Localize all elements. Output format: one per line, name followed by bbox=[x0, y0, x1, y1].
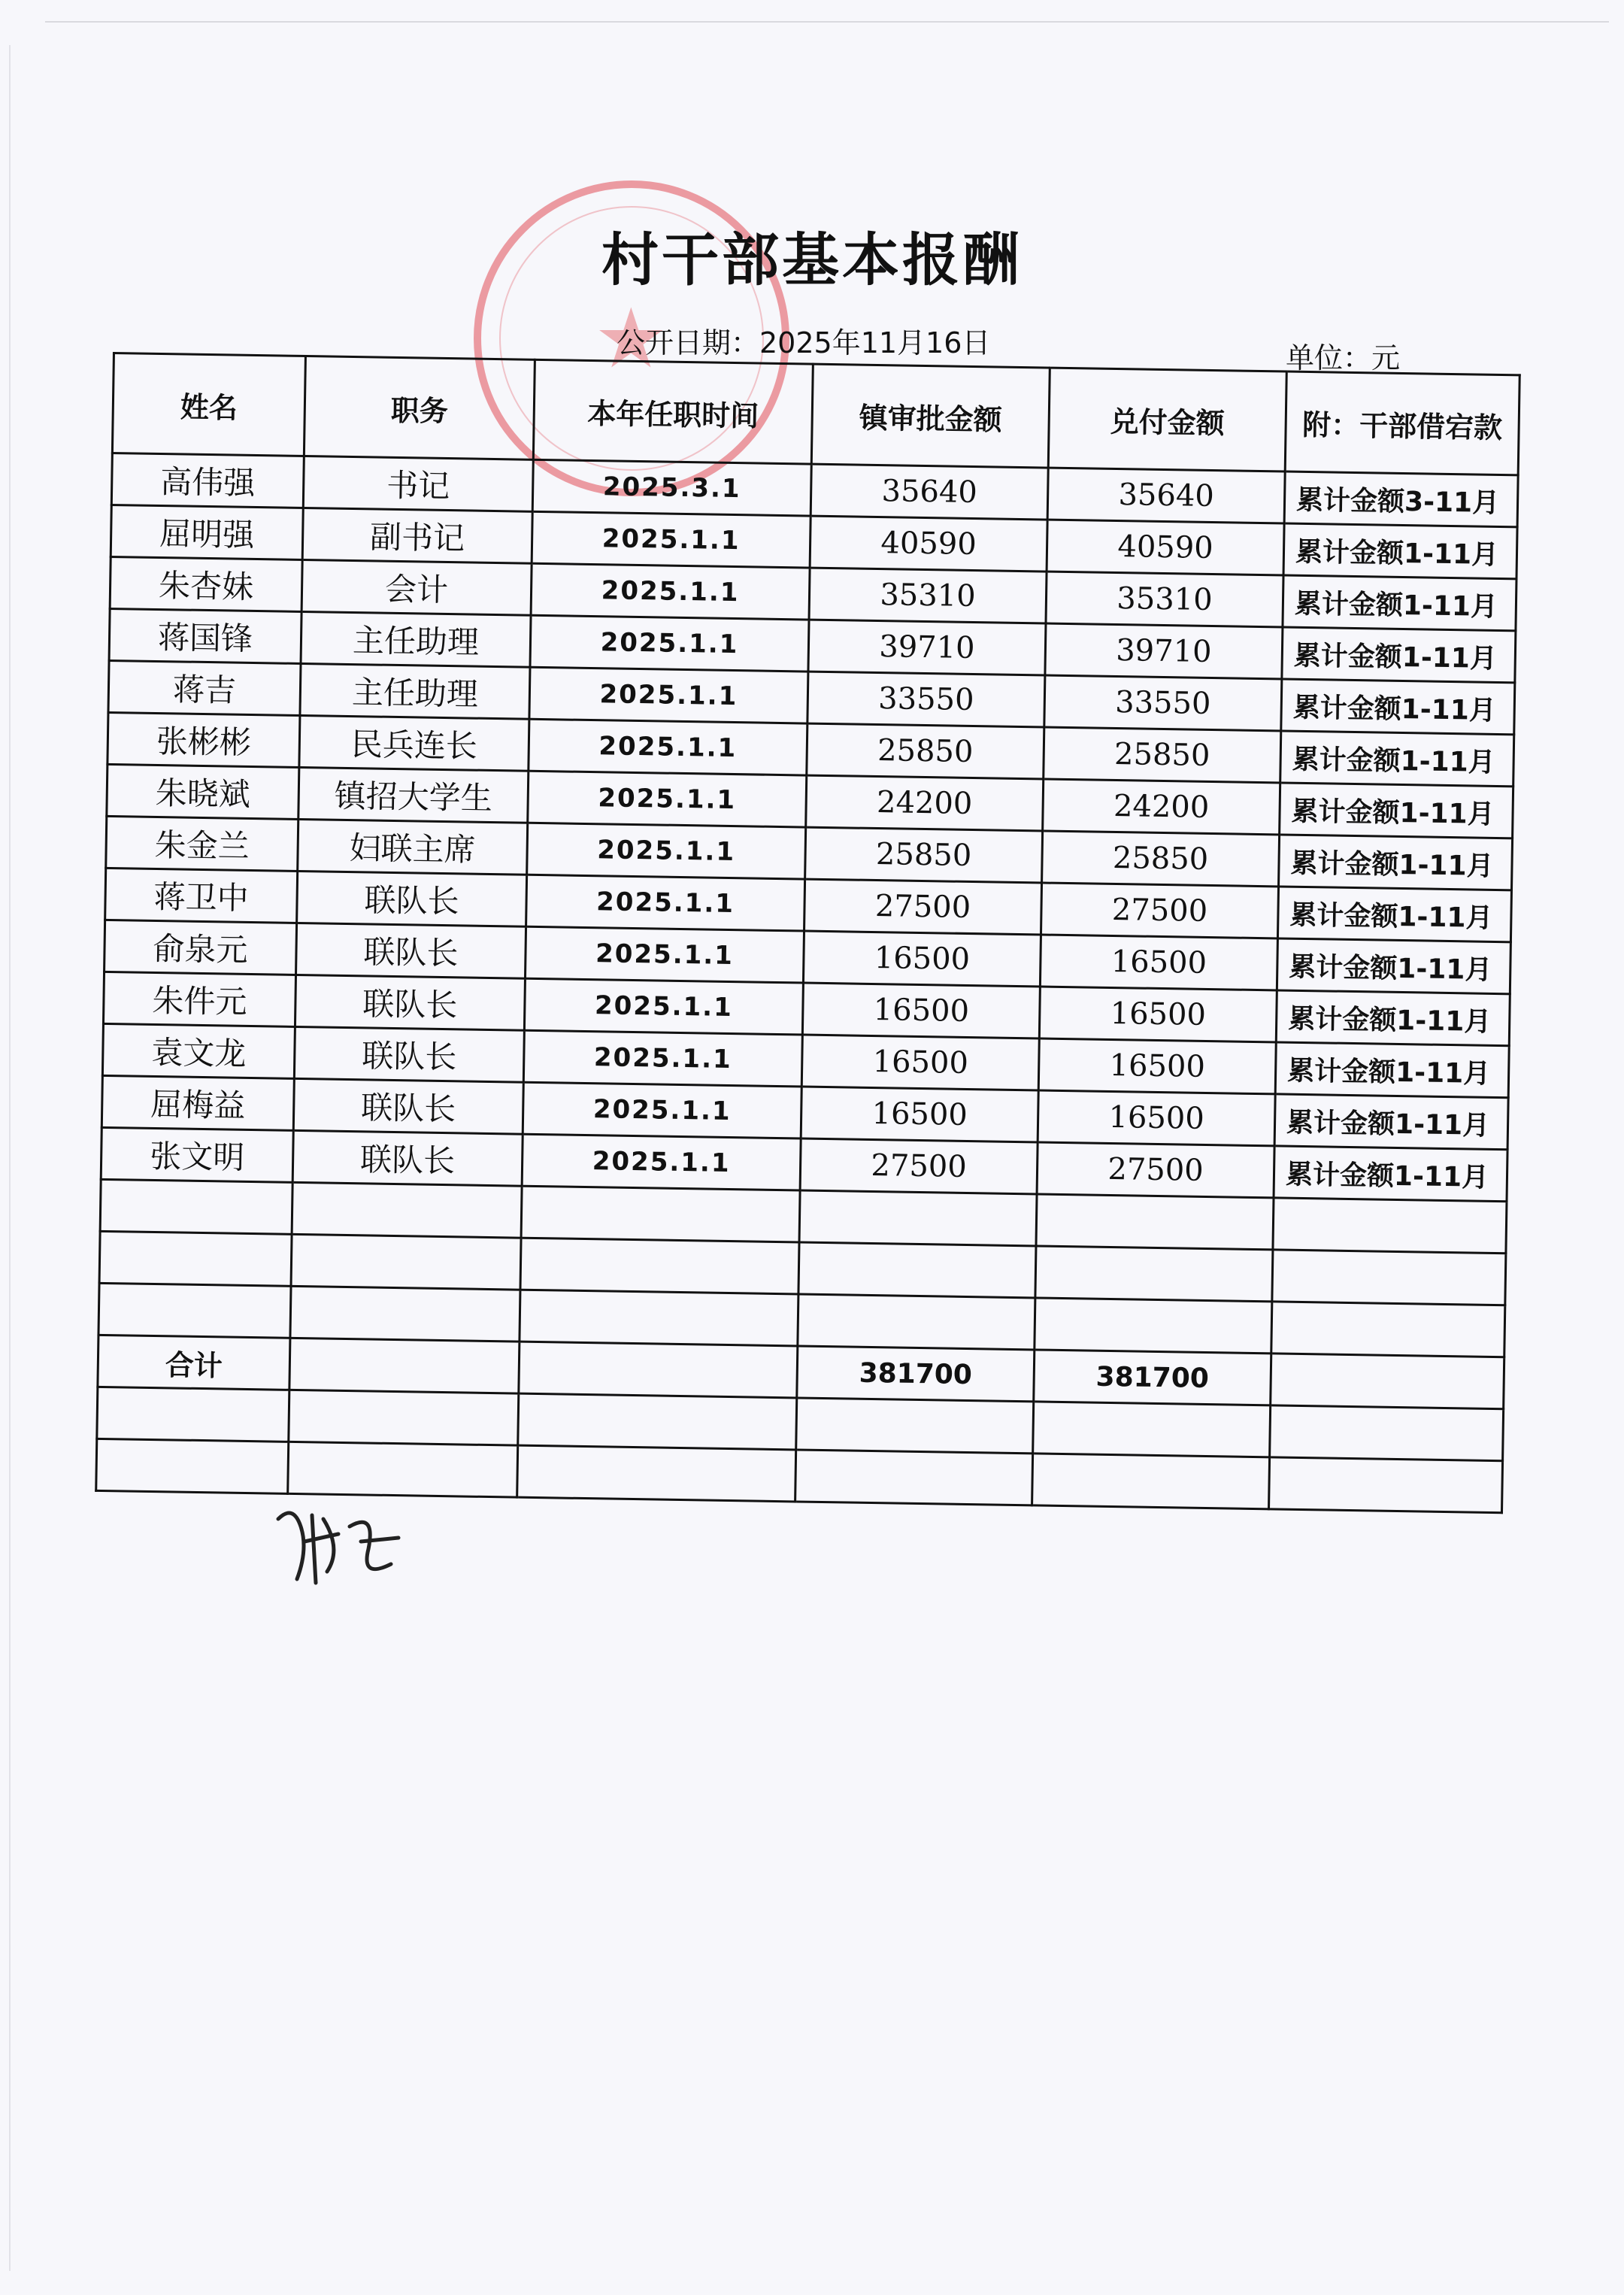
cell-paid: 27500 bbox=[1037, 1142, 1274, 1198]
cell-name: 袁文龙 bbox=[102, 1023, 295, 1078]
empty-cell bbox=[796, 1398, 1034, 1454]
cell-paid: 35310 bbox=[1046, 571, 1283, 627]
cell-approved: 27500 bbox=[800, 1138, 1038, 1194]
cell-role: 联队长 bbox=[293, 1078, 523, 1134]
cell-note: 累计金额3-11月 bbox=[1284, 471, 1518, 527]
total-approved: 381700 bbox=[797, 1346, 1035, 1402]
seal-star-icon: ★ bbox=[594, 290, 668, 387]
empty-cell bbox=[290, 1286, 520, 1342]
cell-approved: 16500 bbox=[802, 983, 1040, 1038]
handwritten-signature-icon bbox=[271, 1496, 406, 1594]
total-label: 合计 bbox=[98, 1335, 290, 1390]
cell-approved: 25850 bbox=[807, 723, 1044, 779]
cell-start: 2025.1.1 bbox=[522, 1134, 801, 1190]
cell-paid: 24200 bbox=[1043, 779, 1280, 835]
cell-approved: 33550 bbox=[807, 672, 1045, 727]
total-paid: 381700 bbox=[1034, 1350, 1271, 1405]
cell-name: 蒋吉 bbox=[108, 660, 301, 715]
empty-cell bbox=[97, 1387, 289, 1442]
cell-start: 2025.1.1 bbox=[526, 875, 805, 931]
empty-cell bbox=[289, 1390, 519, 1445]
cell-note: 累计金额1-11月 bbox=[1274, 1146, 1507, 1202]
cell-role: 联队长 bbox=[297, 871, 527, 926]
empty-cell bbox=[96, 1439, 289, 1493]
salary-table bbox=[95, 352, 1521, 1514]
cell-start: 2025.1.1 bbox=[523, 1082, 801, 1138]
header-approved: 镇审批金额 bbox=[811, 364, 1050, 468]
cell-note: 累计金额1-11月 bbox=[1277, 887, 1511, 942]
cell-paid: 16500 bbox=[1038, 1038, 1276, 1094]
empty-cell bbox=[798, 1294, 1035, 1350]
cell-note: 累计金额1-11月 bbox=[1274, 1094, 1508, 1150]
cell-note: 累计金额1-11月 bbox=[1283, 575, 1516, 631]
cell-name: 蒋国锋 bbox=[109, 608, 301, 663]
cell-approved: 24200 bbox=[806, 775, 1044, 831]
header-paid: 兑付金额 bbox=[1048, 368, 1286, 471]
cell-note: 累计金额1-11月 bbox=[1282, 627, 1516, 683]
cell-start: 2025.1.1 bbox=[529, 719, 807, 775]
cell-role: 民兵连长 bbox=[299, 715, 529, 771]
cell-role: 副书记 bbox=[302, 508, 532, 564]
cell-start: 2025.1.1 bbox=[528, 771, 807, 827]
cell-paid: 25850 bbox=[1044, 727, 1281, 783]
empty-cell bbox=[798, 1242, 1036, 1298]
empty-cell bbox=[795, 1450, 1033, 1505]
empty-cell bbox=[1035, 1298, 1272, 1354]
cell-start: 2025.1.1 bbox=[530, 615, 809, 672]
cell-note: 累计金额1-11月 bbox=[1277, 938, 1510, 994]
cell-note: 累计金额1-11月 bbox=[1281, 679, 1515, 735]
header-start: 本年任职时间 bbox=[533, 359, 813, 464]
table-body bbox=[96, 453, 1518, 1513]
cell-paid: 40590 bbox=[1047, 520, 1284, 575]
cell-start: 2025.1.1 bbox=[523, 1030, 802, 1087]
cell-note: 累计金额1-11月 bbox=[1275, 1042, 1509, 1098]
cell-role: 主任助理 bbox=[300, 663, 530, 719]
salary-table-container bbox=[95, 352, 1519, 1514]
cell-name: 张文明 bbox=[101, 1127, 293, 1182]
document-title: 村干部基本报酬 bbox=[601, 226, 1023, 293]
cell-approved: 16500 bbox=[801, 1035, 1039, 1090]
cell-name: 蒋卫中 bbox=[105, 868, 298, 923]
unit-label: 单位：元 bbox=[1286, 341, 1401, 374]
publish-date: 公开日期：2025年11月16日 bbox=[617, 326, 991, 359]
cell-role: 联队长 bbox=[292, 1130, 523, 1186]
cell-approved: 25850 bbox=[805, 827, 1043, 883]
cell-approved: 35640 bbox=[810, 464, 1048, 520]
cell-paid: 16500 bbox=[1038, 1090, 1275, 1146]
empty-cell bbox=[519, 1342, 798, 1398]
cell-start: 2025.1.1 bbox=[532, 511, 810, 568]
cell-paid: 27500 bbox=[1041, 883, 1278, 938]
cell-name: 屈梅益 bbox=[102, 1075, 294, 1130]
cell-note: 累计金额1-11月 bbox=[1276, 990, 1510, 1046]
cell-name: 朱件元 bbox=[103, 972, 295, 1026]
cell-note: 累计金额1-11月 bbox=[1283, 523, 1517, 579]
empty-cell bbox=[520, 1238, 799, 1294]
cell-paid: 16500 bbox=[1039, 987, 1277, 1042]
cell-approved: 16500 bbox=[801, 1087, 1038, 1142]
cell-name: 朱晓斌 bbox=[107, 764, 299, 819]
cell-paid: 16500 bbox=[1040, 935, 1277, 990]
empty-cell bbox=[1271, 1302, 1505, 1357]
empty-cell bbox=[99, 1231, 292, 1286]
cell-name: 朱杏妹 bbox=[110, 556, 302, 611]
header-note: 附：干部借宕款 bbox=[1285, 371, 1519, 475]
empty-cell bbox=[518, 1393, 797, 1450]
cell-role: 联队长 bbox=[296, 923, 526, 978]
cell-note: 累计金额1-11月 bbox=[1280, 783, 1513, 838]
empty-cell bbox=[1036, 1194, 1274, 1250]
header-role: 职务 bbox=[304, 356, 535, 460]
cell-role: 妇联主席 bbox=[298, 819, 528, 875]
cell-role: 联队长 bbox=[295, 975, 525, 1030]
cell-paid: 39710 bbox=[1045, 623, 1283, 679]
cell-approved: 16500 bbox=[803, 931, 1041, 987]
cell-name: 屈明强 bbox=[111, 505, 303, 559]
empty-cell bbox=[1033, 1402, 1271, 1457]
cell-approved: 27500 bbox=[804, 879, 1042, 935]
empty-cell bbox=[292, 1182, 522, 1238]
cell-approved: 39710 bbox=[808, 620, 1046, 675]
cell-name: 张彬彬 bbox=[108, 712, 300, 767]
cell-start: 2025.1.1 bbox=[529, 667, 808, 723]
cell-role: 书记 bbox=[303, 456, 533, 512]
cell-role: 镇招大学生 bbox=[298, 767, 529, 823]
empty-cell bbox=[1032, 1454, 1270, 1509]
cell-paid: 35640 bbox=[1047, 468, 1285, 523]
empty-cell bbox=[799, 1190, 1037, 1246]
cell-role: 会计 bbox=[301, 559, 532, 615]
cell-start: 2025.1.1 bbox=[525, 926, 804, 983]
cell-note: 累计金额1-11月 bbox=[1279, 835, 1513, 890]
empty-cell bbox=[288, 1442, 518, 1497]
cell-paid: 25850 bbox=[1042, 831, 1280, 887]
header-name: 姓名 bbox=[112, 353, 305, 456]
empty-cell bbox=[1269, 1457, 1503, 1513]
empty-cell bbox=[521, 1186, 800, 1242]
empty-cell bbox=[520, 1290, 798, 1346]
empty-cell bbox=[1273, 1198, 1507, 1254]
empty-cell bbox=[1272, 1250, 1506, 1305]
cell-start: 2025.3.1 bbox=[532, 459, 811, 516]
empty-cell bbox=[1035, 1246, 1273, 1302]
cell-note: 累计金额1-11月 bbox=[1280, 731, 1514, 787]
cell-start: 2025.1.1 bbox=[531, 563, 810, 620]
empty-cell bbox=[1270, 1405, 1504, 1461]
page-edge-top bbox=[45, 21, 1609, 23]
cell-role: 主任助理 bbox=[301, 611, 531, 667]
cell-name: 朱金兰 bbox=[106, 816, 298, 871]
empty-cell bbox=[98, 1283, 291, 1338]
page-edge-left bbox=[9, 45, 11, 2271]
empty-cell bbox=[100, 1179, 292, 1234]
empty-cell bbox=[1271, 1354, 1504, 1409]
cell-approved: 35310 bbox=[809, 568, 1047, 623]
cell-name: 高伟强 bbox=[111, 453, 304, 508]
cell-approved: 40590 bbox=[810, 516, 1047, 571]
cell-paid: 33550 bbox=[1044, 675, 1282, 731]
cell-name: 俞泉元 bbox=[105, 920, 297, 975]
cell-start: 2025.1.1 bbox=[527, 823, 806, 879]
cell-start: 2025.1.1 bbox=[524, 978, 803, 1035]
empty-cell bbox=[291, 1234, 521, 1290]
empty-cell bbox=[517, 1445, 796, 1502]
cell-role: 联队长 bbox=[294, 1026, 524, 1082]
empty-cell bbox=[289, 1338, 520, 1393]
